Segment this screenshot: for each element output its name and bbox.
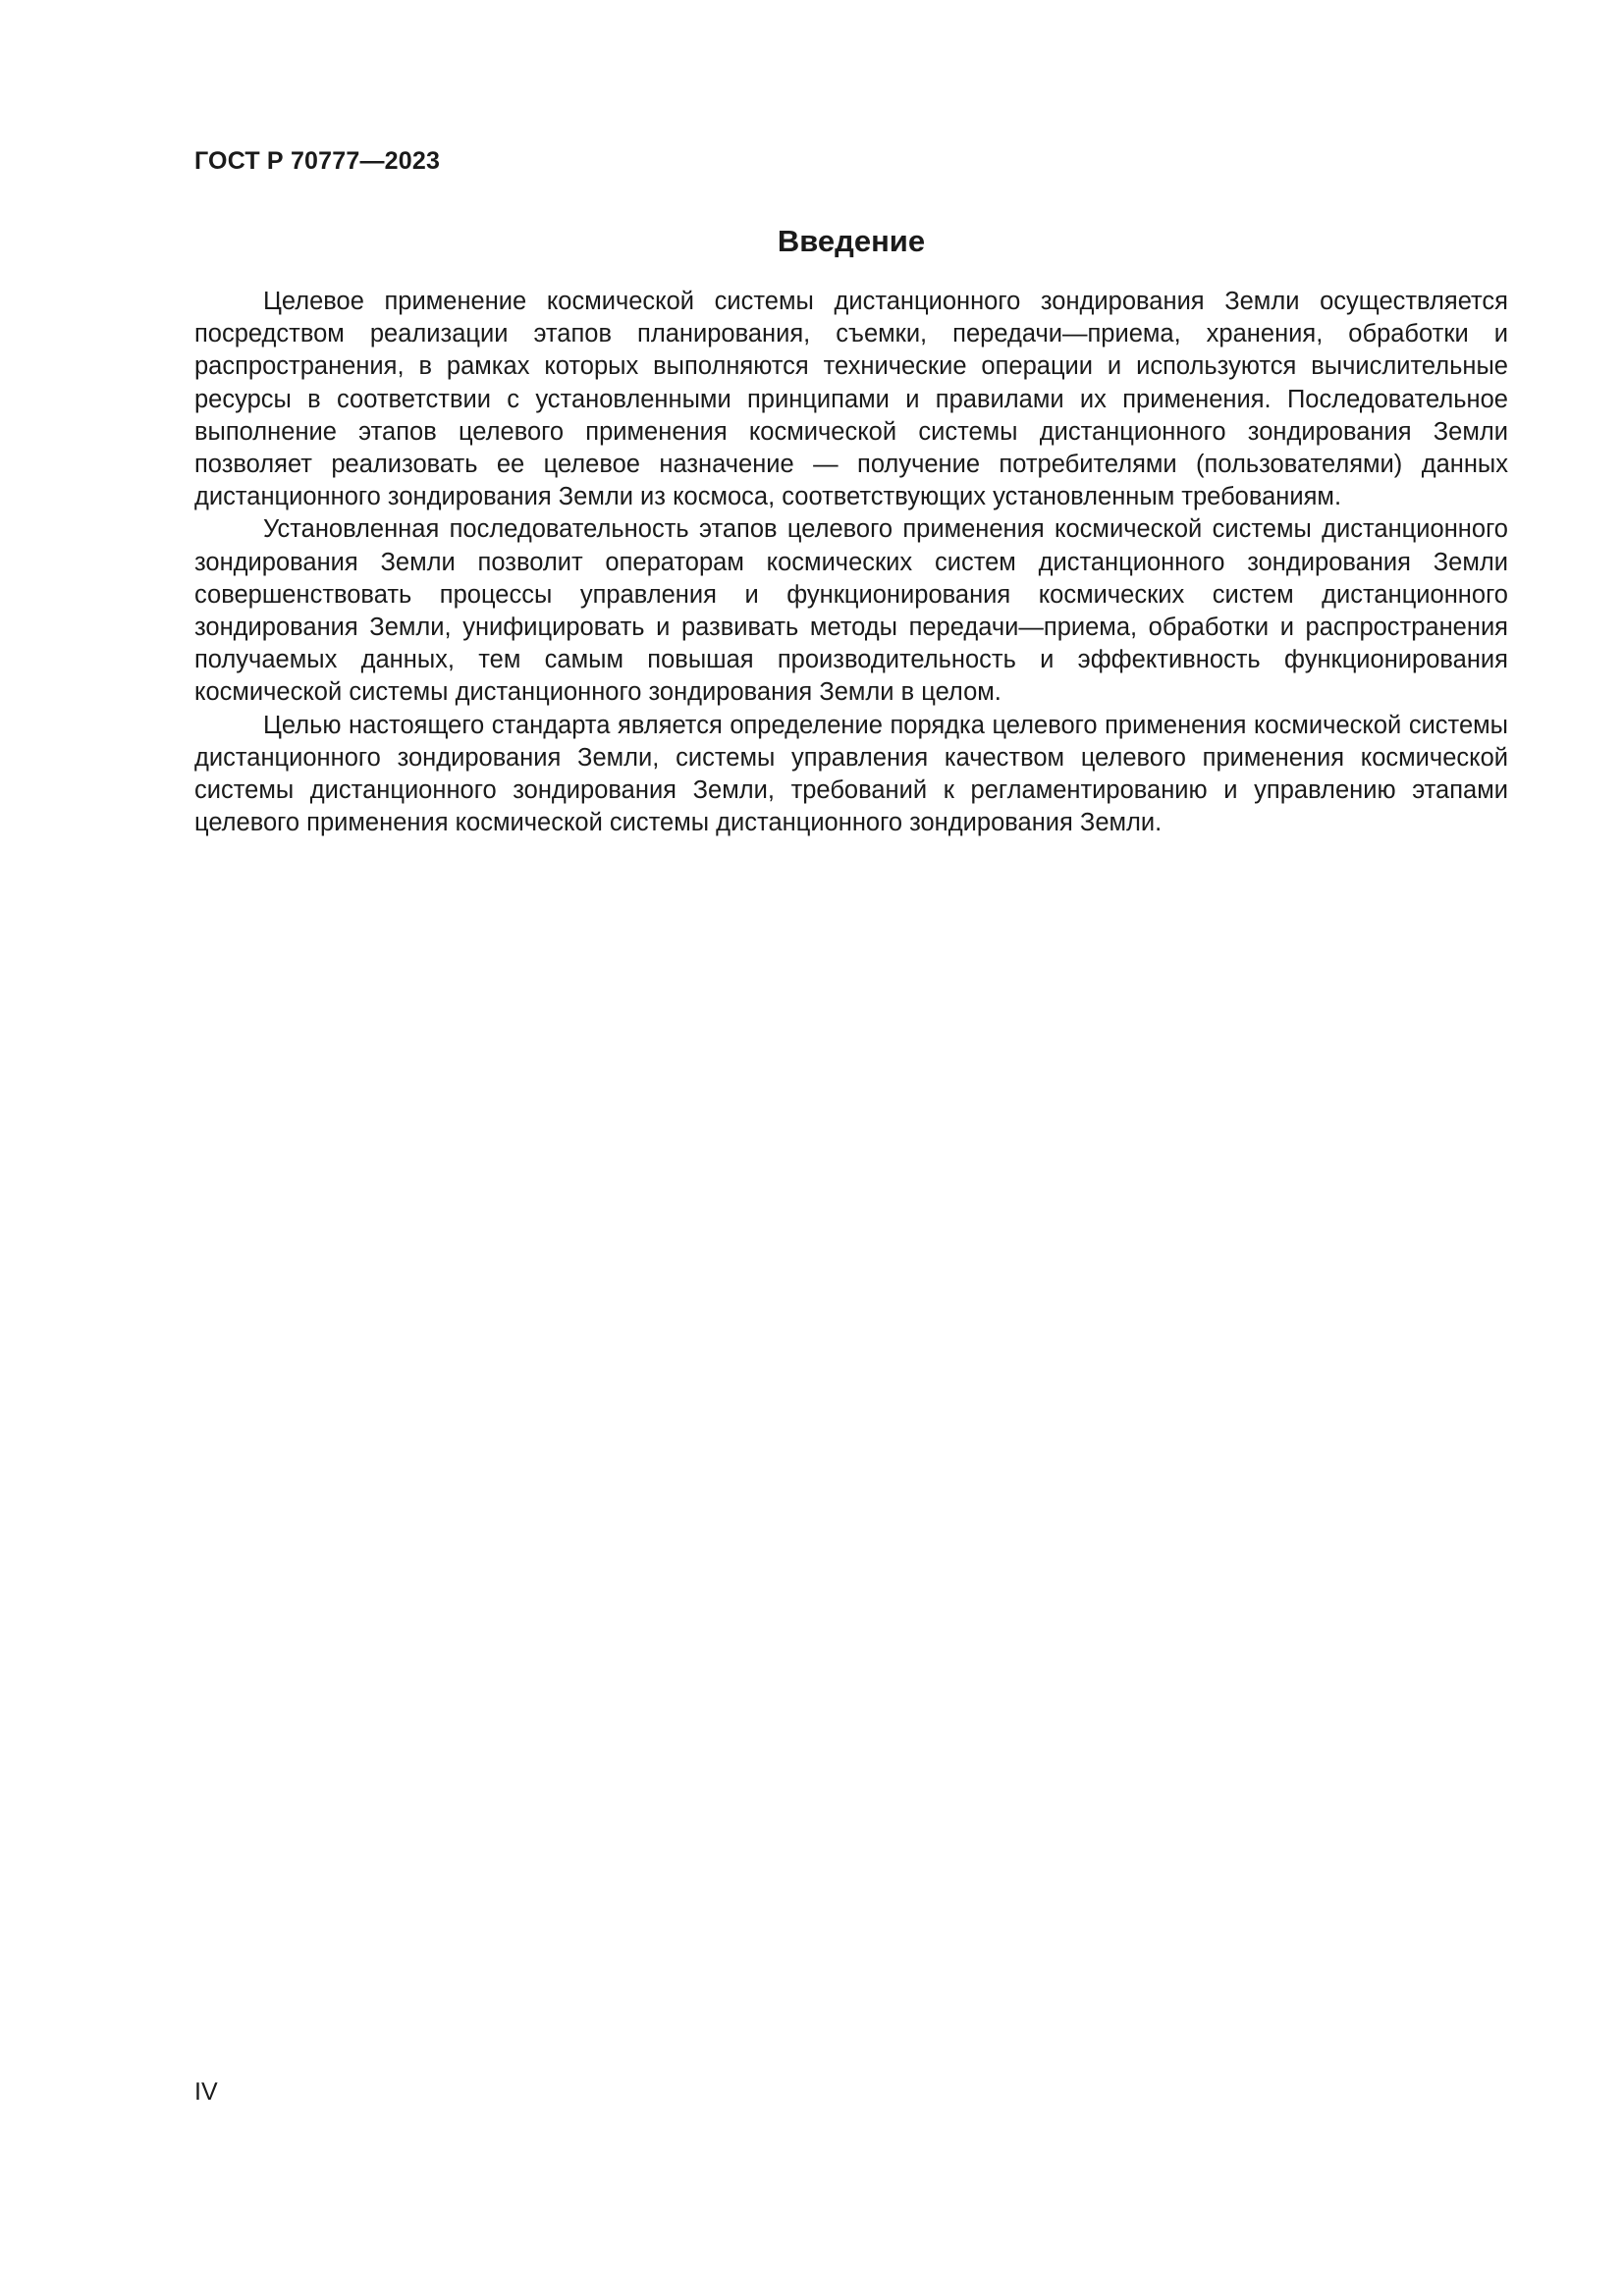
paragraph-2: Установленная последовательность этапов целевого применения космической системы дистанционного зондирования Земли позволит операторам космических систем дистанционного зондирования Земли совершенствовать процессы управления и функционирования космических систем дистанционного зондирования Земли, унифицировать и развивать методы передачи—приема, обработки и распространения получаемых данных, тем самым повышая производительность и эффективность функционирования космической системы дистанционного зондирования Земли в целом. xyxy=(194,515,1508,707)
page-number: IV xyxy=(194,2078,218,2106)
body-text xyxy=(194,286,1508,839)
paragraph-3: Целью настоящего стандарта является определение порядка целевого применения космической системы дистанционного зондирования Земли, системы управления качеством целевого применения космической системы дистанционного зондирования Земли, требований к регламентированию и управлению этапами целевого применения космической системы дистанционного зондирования Земли. xyxy=(194,711,1508,837)
standard-designation: ГОСТ Р 70777—2023 xyxy=(194,147,441,175)
section-title: Введение xyxy=(777,224,926,258)
paragraph-1: Целевое применение космической системы дистанционного зондирования Земли осуществляется посредством реализации этапов планирования, съемки, передачи—приема, хранения, обработки и распространения, в рамках которых выполняются технические операции и используются вычислительные ресурсы в соответствии с установленными принципами и правилами их применения. Последовательное выполнение этапов целевого применения космической системы дистанционного зондирования Земли позволяет реализовать ее целевое назначение — получение потребителями (пользователями) данных дистанционного зондирования Земли из космоса, соответствующих установленным требованиям. xyxy=(194,288,1508,511)
